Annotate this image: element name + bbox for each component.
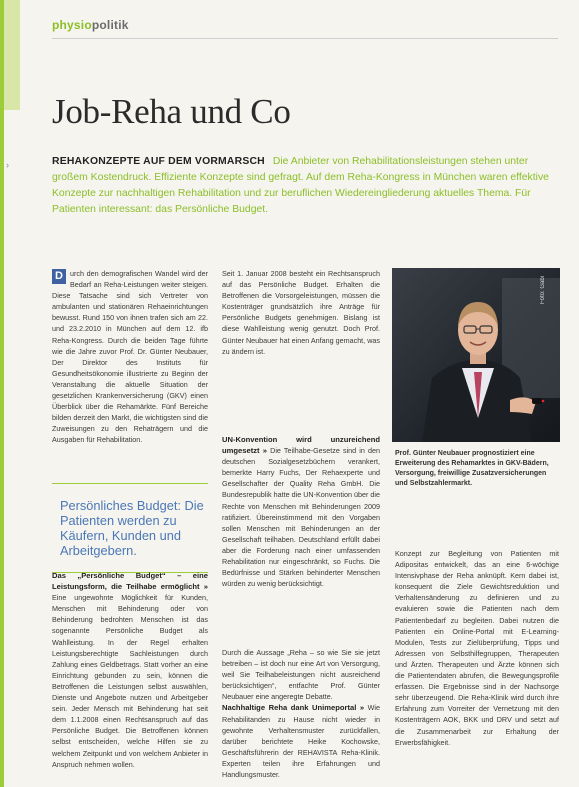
- section-header-right: politik: [91, 18, 129, 32]
- article-lead: [52, 154, 557, 218]
- column-1-section: [52, 570, 208, 770]
- article-kicker: REHAKONZEPTE AUF DEM VORMARSCH: [52, 156, 265, 167]
- column-2-intro: Seit 1. Januar 2008 besteht ein Rechtsanspruch auf das Persönliche Budget. Erhalten die Betroffenen die Vorsorgeleistungen, müssen die Kostenträger grundsätzlich ihre Anträge für Persönliche Budgets genehmigen. Bislang ist diese Wahlleistung wenig genutzt. Doch Prof. Günter Neubauer hat einen Anfang gemacht, was zu ändern ist.: [222, 269, 380, 356]
- article-lead-text: Die Anbieter von Rehabilitationsleistungen stehen unter großem Kostendruck. Effiziente Konzepte sind gefragt. Auf dem Reha-Kongress in München waren effektive Konzepte zur nachhaltigen Rehabilitation und zur beruflichen Wiedereingliederung aktuelles Thema. Für Patienten interessant: das Persönliche Budget.: [52, 156, 549, 215]
- section-header-left: physio: [52, 18, 92, 32]
- column-2-section-text: Die Teilhabe-Gesetze sind in den deutschen Sozialgesetzbüchern verankert, bemerkte Harry Fuchs, Der Rehaexperte und Gesellschafter der Quality Reha GmbH. Die Bundesrepublik hatte die UN-Konvention über die Rechte von Menschen mit Behinderungen 2009 ratifiziert. Übereinstimmend mit den Vorgaben sollen Menschen mit Behinderungen an der Gesellschaft teilhaben. Deutschland erfüllt dabei aber die Forderung nach einer umfassenden Rehabilitation nur eingeschränkt, so Fuchs. Die Bedürfnisse und Stärken behinderter Menschen würden zu wenig berücksichtigt.: [222, 446, 380, 589]
- header-divider: [52, 38, 558, 39]
- section-header: [52, 18, 129, 32]
- pull-quote: [52, 483, 208, 573]
- column-2-subheading-2: Nachhaltige Reha dank Unimeportal »: [222, 703, 365, 713]
- column-1-intro-text: urch den demografischen Wandel wird der Bedarf an Reha-Leistungen weiter steigen. Diese Tatsache sind sich Vertreter von ambulanten und stationären Rehaeinrichtungen bewusst. Rund 150 von ihnen trafen sich am 22. und 23.2.2010 in München auf dem 12. ifb Reha-Kongress. Durch die beiden Tage führte wie die Jahre zuvor Prof. Dr. Günter Neubauer, Der Direktor des Instituts für Gesundheitsökonomie illustrierte zu Beginn der Veranstaltung die aktuelle Situation der gesetzlichen Krankenversicherung (GKV) einen Überblick über die Rehamärkte. Fünf Bereiche bilden derzeit den Markt, die wichtigsten sind die Zuweisungen zu den Rehaträgern und die Ausgaben für Rehabilitation.: [52, 269, 208, 445]
- drop-cap: D: [52, 269, 66, 284]
- column-1-subheading: Das „Persönliche Budget“ – eine Leistungsform, die Teilhabe ermöglicht »: [52, 571, 208, 592]
- photo-caption: Prof. Günter Neubauer prognostiziert eine Erweiterung des Rehamarktes in GKV-Bädern, Versorgung, freiwillige Zusatzversicherungen und Selbstzahlermarkt.: [395, 450, 549, 487]
- photo-credit: Foto: Gabi: [540, 276, 546, 305]
- article-title: Job-Reha und Co: [52, 92, 291, 131]
- pull-quote-text: Persönliches Budget: Die Patienten werden zu Käufern, Kunden und Arbeitgebern.: [60, 498, 204, 558]
- margin-stripe: [0, 0, 4, 787]
- column-2-section-2-text: Wie Rehabilitanden zu Hause nicht wieder in gewohnte Verhaltensmuster zurückfallen, darüber berichtete Heike Kochowske, Geschäftsführerin der REHAVISTA Reha-Klinik. Experten teilen ihre Erfahrungen und Handlungsmuster.: [222, 703, 380, 780]
- speaker-photo: [392, 268, 560, 442]
- column-2-debate-text: Durch die Aussage „Reha – so wie Sie sie jetzt betreiben – ist doch nur eine Art von Versorgung, weil Sie Teilhabeleistungen nicht ausreichend berücksichtigen“, entfachte Prof. Günter Neubauer eine angeregte Debatte.: [222, 648, 380, 702]
- column-2-subheading-1: UN-Konvention wird unzureichend umgesetzt »: [222, 435, 380, 456]
- column-3-text: Konzept zur Begleitung von Patienten mit Adipositas entwickelt, das an eine 6-wöchige Intensivphase der Reha anknüpft. Kern dabei ist, konsequent die Ziele Gewichtsreduktion und Verhaltensänderung zu definieren und zu evaluieren sowie die Patienten nach dem Patientenbedarf zu begleiten. Dabei nutzen die Patienten ein Online-Portal mit E-Learning-Modulen, Tests zur Zielüberprüfung, Tipps und Adressen von Selbsthilfegruppen, Therapeuten und Ärzten. Therapeuten und Ärzte können sich die Patientendaten abrufen, die Bewegungsprofile erfassen. Die Ergebnisse sind in der Nachsorge sehr überzeugend. Die Reha-Klinik wird durch ihre Erfahrung zum Vorreiter der Vernetzung mit den Kostenträgern AOK, BKK und DRV und setzt auf die Zusammenarbeit zur Erhaltung der Erwerbsfähigkeit.: [395, 549, 559, 747]
- column-2-section-2: [222, 647, 380, 780]
- column-1-intro: [52, 268, 208, 446]
- column-2-section: [222, 434, 380, 589]
- speaker-illustration: [392, 268, 560, 442]
- page-edge-mark: ›: [6, 160, 9, 170]
- column-1-section-text: Eine ungewohnte Möglichkeit für Kunden, Menschen mit Behinderung oder von Behinderung bedrohten Menschen ist das sogenannte Persönliche Budget als Wahlleistung. In der Regel erhalten Leistungsberechtigte Sachleistungen durch Zahlung eines Geldbetrags. Statt vorher an eine Einrichtung gebunden zu sein, können die Betroffenen die Leistungen selbst auswählen, Dienste und Angebote nutzen und Arbeitgeber sein. Jeder Mensch mit Behinderung hat seit dem 1.1.2008 einen Rechtsanspruch auf das Persönliche Budget. Die Betroffenen können selbst entscheiden, welche Hilfen sie zu welchem Zeitpunkt und von welchem Anbieter in Anspruch nehmen wollen.: [52, 593, 208, 769]
